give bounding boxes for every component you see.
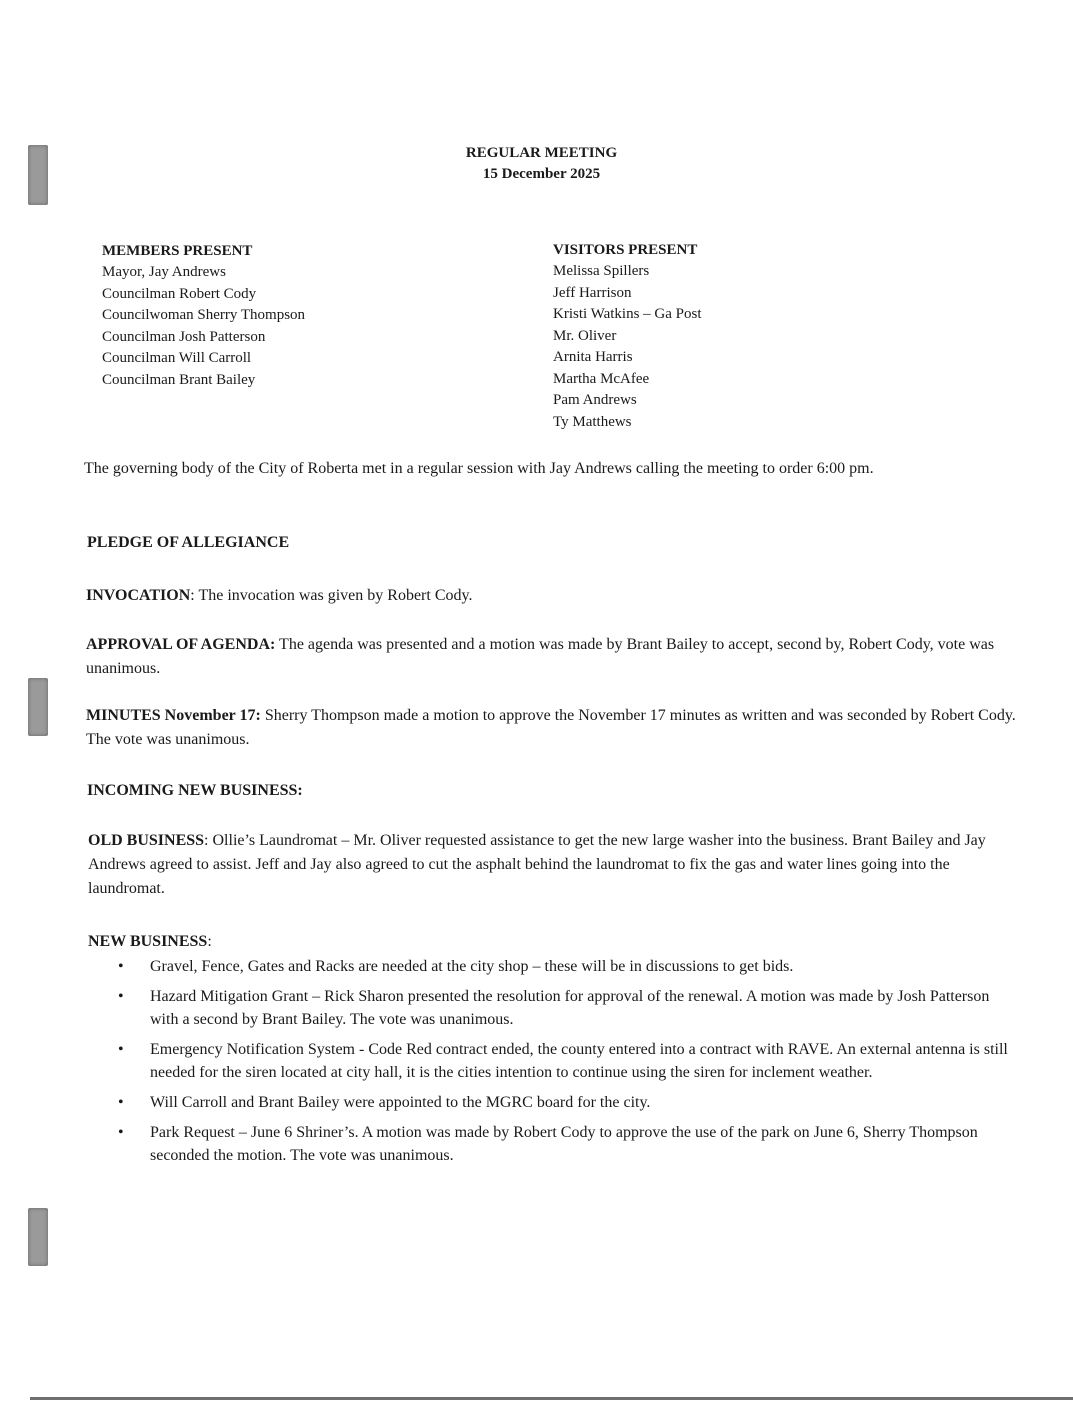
list-item: • Will Carroll and Brant Bailey were appointed to the MGRC board for the city. (100, 1091, 1015, 1114)
opening-paragraph: The governing body of the City of Roberta met in a regular session with Jay Andrews calling the meeting to order 6:00 pm. (84, 460, 874, 477)
visitor-name: Arnita Harris (553, 349, 633, 365)
members-present (102, 241, 305, 391)
list-item: • Gravel, Fence, Gates and Racks are needed at the city shop – these will be in discussions to get bids. (100, 955, 1015, 978)
minutes-text: Sherry Thompson made a motion to approve the November 17 minutes as written and was seconded by Robert Cody. The vote was unanimous. (86, 707, 1016, 748)
members-heading: MEMBERS PRESENT (102, 243, 253, 259)
old-business-section (88, 829, 1023, 901)
scan-edge-line (30, 1397, 1073, 1400)
new-business-heading (88, 930, 1023, 954)
member-name: Councilman Josh Patterson (102, 328, 266, 345)
old-business-text: : Ollie’s Laundromat – Mr. Oliver requested assistance to get the new large washer into the business. Brant Bailey and Jay Andrews agreed to assist. Jeff and Jay also agreed to cut the asphalt behind the laundromat to fix the gas and water lines going into the laundromat. (88, 832, 986, 897)
new-business-colon: : (207, 933, 212, 950)
visitor-name: Melissa Spillers (553, 263, 650, 279)
visitor-name: Kristi Watkins – Ga Post (553, 306, 702, 322)
visitor-name: Jeff Harrison (553, 284, 632, 301)
agenda-label: APPROVAL OF AGENDA: (86, 636, 276, 653)
member-name: Councilwoman Sherry Thompson (102, 307, 306, 323)
member-name: Councilman Brant Bailey (102, 371, 256, 388)
minutes-section (86, 704, 1021, 752)
meeting-title: REGULAR MEETING (465, 145, 618, 161)
member-name: Councilman Robert Cody (102, 285, 257, 302)
agenda-section (86, 633, 1021, 681)
visitors-heading: VISITORS PRESENT (553, 242, 698, 258)
member-name: Mayor, Jay Andrews (102, 264, 226, 280)
list-item: • Park Request – June 6 Shriner’s. A motion was made by Robert Cody to approve the use of the park on June 6, Sherry Thompson seconded the motion. The vote was unanimous. (100, 1121, 1015, 1167)
new-business-list (100, 955, 1015, 1174)
visitors-present (553, 240, 702, 433)
invocation-section (86, 584, 1021, 608)
visitor-name: Ty Matthews (553, 413, 632, 430)
meeting-date: 15 December 2025 (482, 166, 601, 182)
punch-hole-mark (28, 1208, 48, 1266)
member-name: Councilman Will Carroll (102, 350, 252, 366)
invocation-label: INVOCATION (86, 587, 191, 604)
old-business-label: OLD BUSINESS (88, 832, 205, 849)
invocation-text: : The invocation was given by Robert Cody. (190, 587, 473, 604)
visitor-name: Mr. Oliver (553, 327, 617, 344)
incoming-heading: INCOMING NEW BUSINESS: (87, 782, 303, 799)
punch-hole-mark (28, 678, 48, 736)
pledge-heading: PLEDGE OF ALLEGIANCE (87, 534, 290, 551)
visitor-name: Martha McAfee (553, 370, 650, 387)
list-item: • Emergency Notification System - Code Red contract ended, the county entered into a contract with RAVE. An external antenna is still needed for the siren located at city hall, it is the cities intention to continue using the siren for inclement weather. (100, 1038, 1015, 1084)
agenda-text: The agenda was presented and a motion was made by Brant Bailey to accept, second by, Robert Cody, vote was unanimous. (86, 636, 995, 677)
list-item: • Hazard Mitigation Grant – Rick Sharon presented the resolution for approval of the renewal. A motion was made by Josh Patterson with a second by Brant Bailey. The vote was unanimous. (100, 985, 1015, 1031)
visitor-name: Pam Andrews (553, 392, 637, 408)
minutes-label: MINUTES November 17: (86, 707, 261, 724)
new-business-label: NEW BUSINESS (88, 933, 208, 950)
